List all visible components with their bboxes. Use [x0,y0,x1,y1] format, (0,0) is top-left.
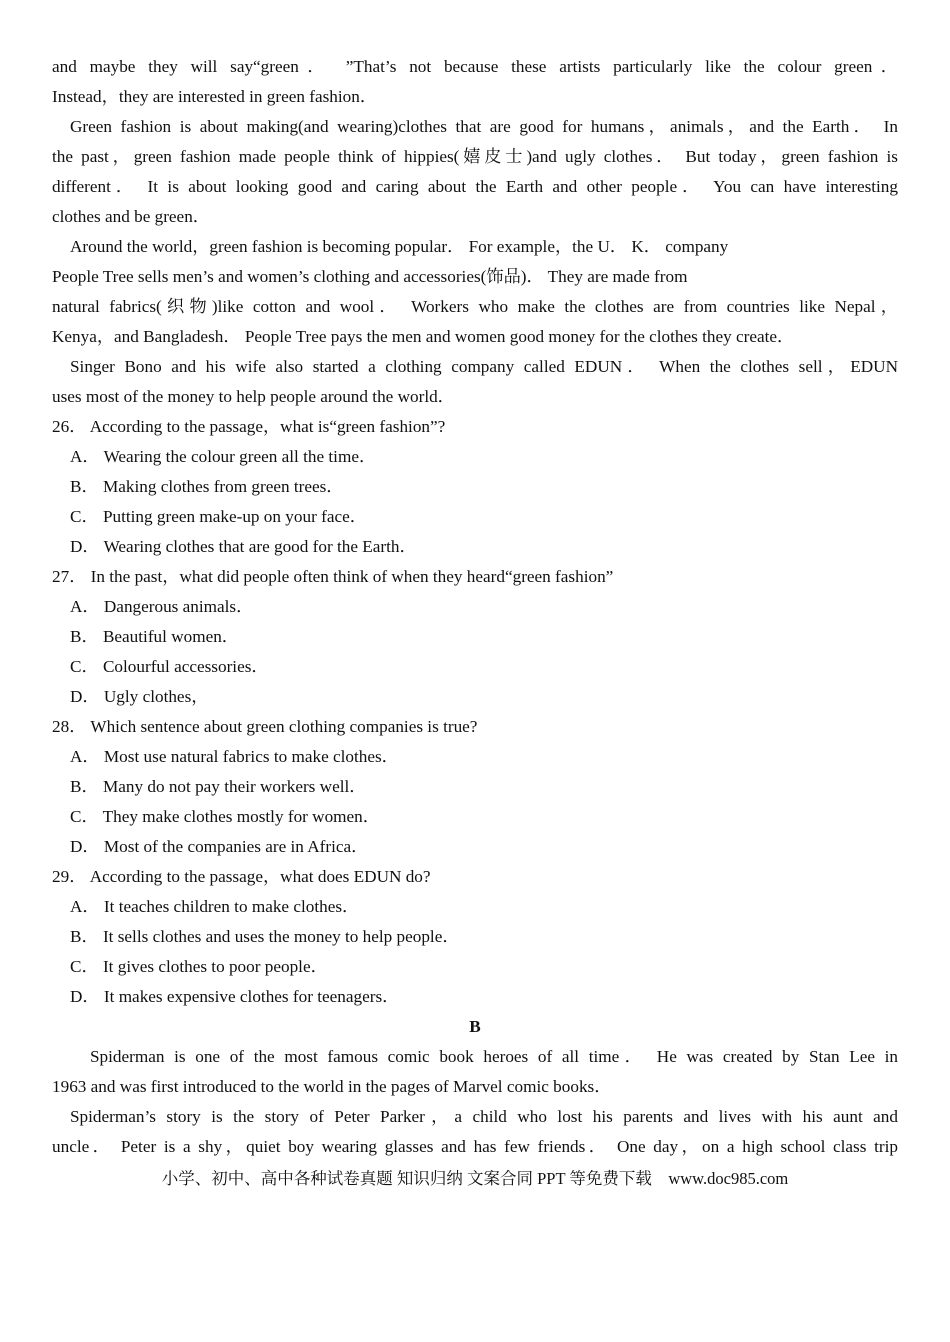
question-29 [52,862,898,1012]
section-b-heading: B [469,1017,481,1036]
text-line: 1963 and was first introduced to the world in the pages of Marvel comic books． [52,1077,612,1096]
answer-option: B． Making clothes from green trees． [70,477,344,496]
text-line: natural fabrics(织物)like cotton and wool． Workers who make the clothes are from countries like Nepal， [52,297,898,316]
question-stem: 29． According to the passage，what does EDUN do? [52,867,431,886]
answer-option: A． It teaches children to make clothes． [70,897,360,916]
answer-option: B． It sells clothes and uses the money to help people． [70,927,460,946]
text-line: clothes and be green． [52,207,210,226]
text-line: different． It is about looking good and caring about the Earth and other people． You can have interesting [52,177,898,196]
answer-option: C． They make clothes mostly for women． [70,807,380,826]
text-line: Singer Bono and his wife also started a clothing company called EDUN． When the clothes sell，EDUN [70,357,898,376]
answer-option: D． Ugly clothes， [70,687,209,706]
answer-option: D． It makes expensive clothes for teenagers． [70,987,400,1006]
answer-option: D． Most of the companies are in Africa． [70,837,369,856]
passage-a-paragraph-1 [52,52,898,112]
text-line: Spiderman’s story is the story of Peter Parker，a child who lost his parents and lives with his aunt and [70,1107,898,1126]
answer-option: A． Dangerous animals． [70,597,254,616]
question-stem: 28． Which sentence about green clothing companies is true? [52,717,478,736]
text-line: uncle． Peter is a shy，quiet boy wearing glasses and has few friends． One day，on a high school class trip [52,1137,898,1156]
answer-option: D． Wearing clothes that are good for the Earth． [70,537,417,556]
question-26 [52,412,898,562]
answer-option: A． Wearing the colour green all the time． [70,447,377,466]
text-line: Spiderman is one of the most famous comic book heroes of all time． He was created by Stan Lee in [90,1047,898,1066]
question-28 [52,712,898,862]
text-line: Green fashion is about making(and wearing)clothes that are good for humans，animals，and the Earth． In [70,117,898,136]
question-stem: 26． According to the passage，what is“green fashion”? [52,417,446,436]
answer-option: A． Most use natural fabrics to make clothes． [70,747,399,766]
passage-a-paragraph-3 [52,232,898,352]
page-footer: 小学、初中、高中各种试卷真题 知识归纳 文案合同 PPT 等免费下载 www.doc985.com [161,1169,789,1188]
text-line: the past，green fashion made people think of hippies(嬉皮士)and ugly clothes． But today，green fashion is [52,147,898,166]
answer-option: B． Many do not pay their workers well． [70,777,367,796]
text-line: Kenya，and Bangladesh． People Tree pays the men and women good money for the clothes they create． [52,327,795,346]
text-line: and maybe they will say“green． ”That’s not because these artists particularly like the colour green． [52,57,898,76]
text-line: Around the world，green fashion is becoming popular． For example，the U． K． company [70,237,729,256]
question-27 [52,562,898,712]
passage-b-paragraph-2 [52,1102,898,1162]
answer-option: C． It gives clothes to poor people． [70,957,328,976]
text-line: People Tree sells men’s and women’s clothing and accessories(饰品)． They are made from [52,267,688,286]
passage-b-paragraph-1 [52,1042,898,1102]
answer-option: C． Putting green make-up on your face． [70,507,367,526]
question-stem: 27． In the past，what did people often think of when they heard“green fashion” [52,567,614,586]
passage-a-paragraph-4 [52,352,898,412]
text-line: Instead，they are interested in green fashion． [52,87,378,106]
document-page [52,52,898,1162]
answer-option: C． Colourful accessories． [70,657,269,676]
text-line: uses most of the money to help people around the world． [52,387,455,406]
answer-option: B． Beautiful women． [70,627,239,646]
passage-a-paragraph-2 [52,112,898,232]
